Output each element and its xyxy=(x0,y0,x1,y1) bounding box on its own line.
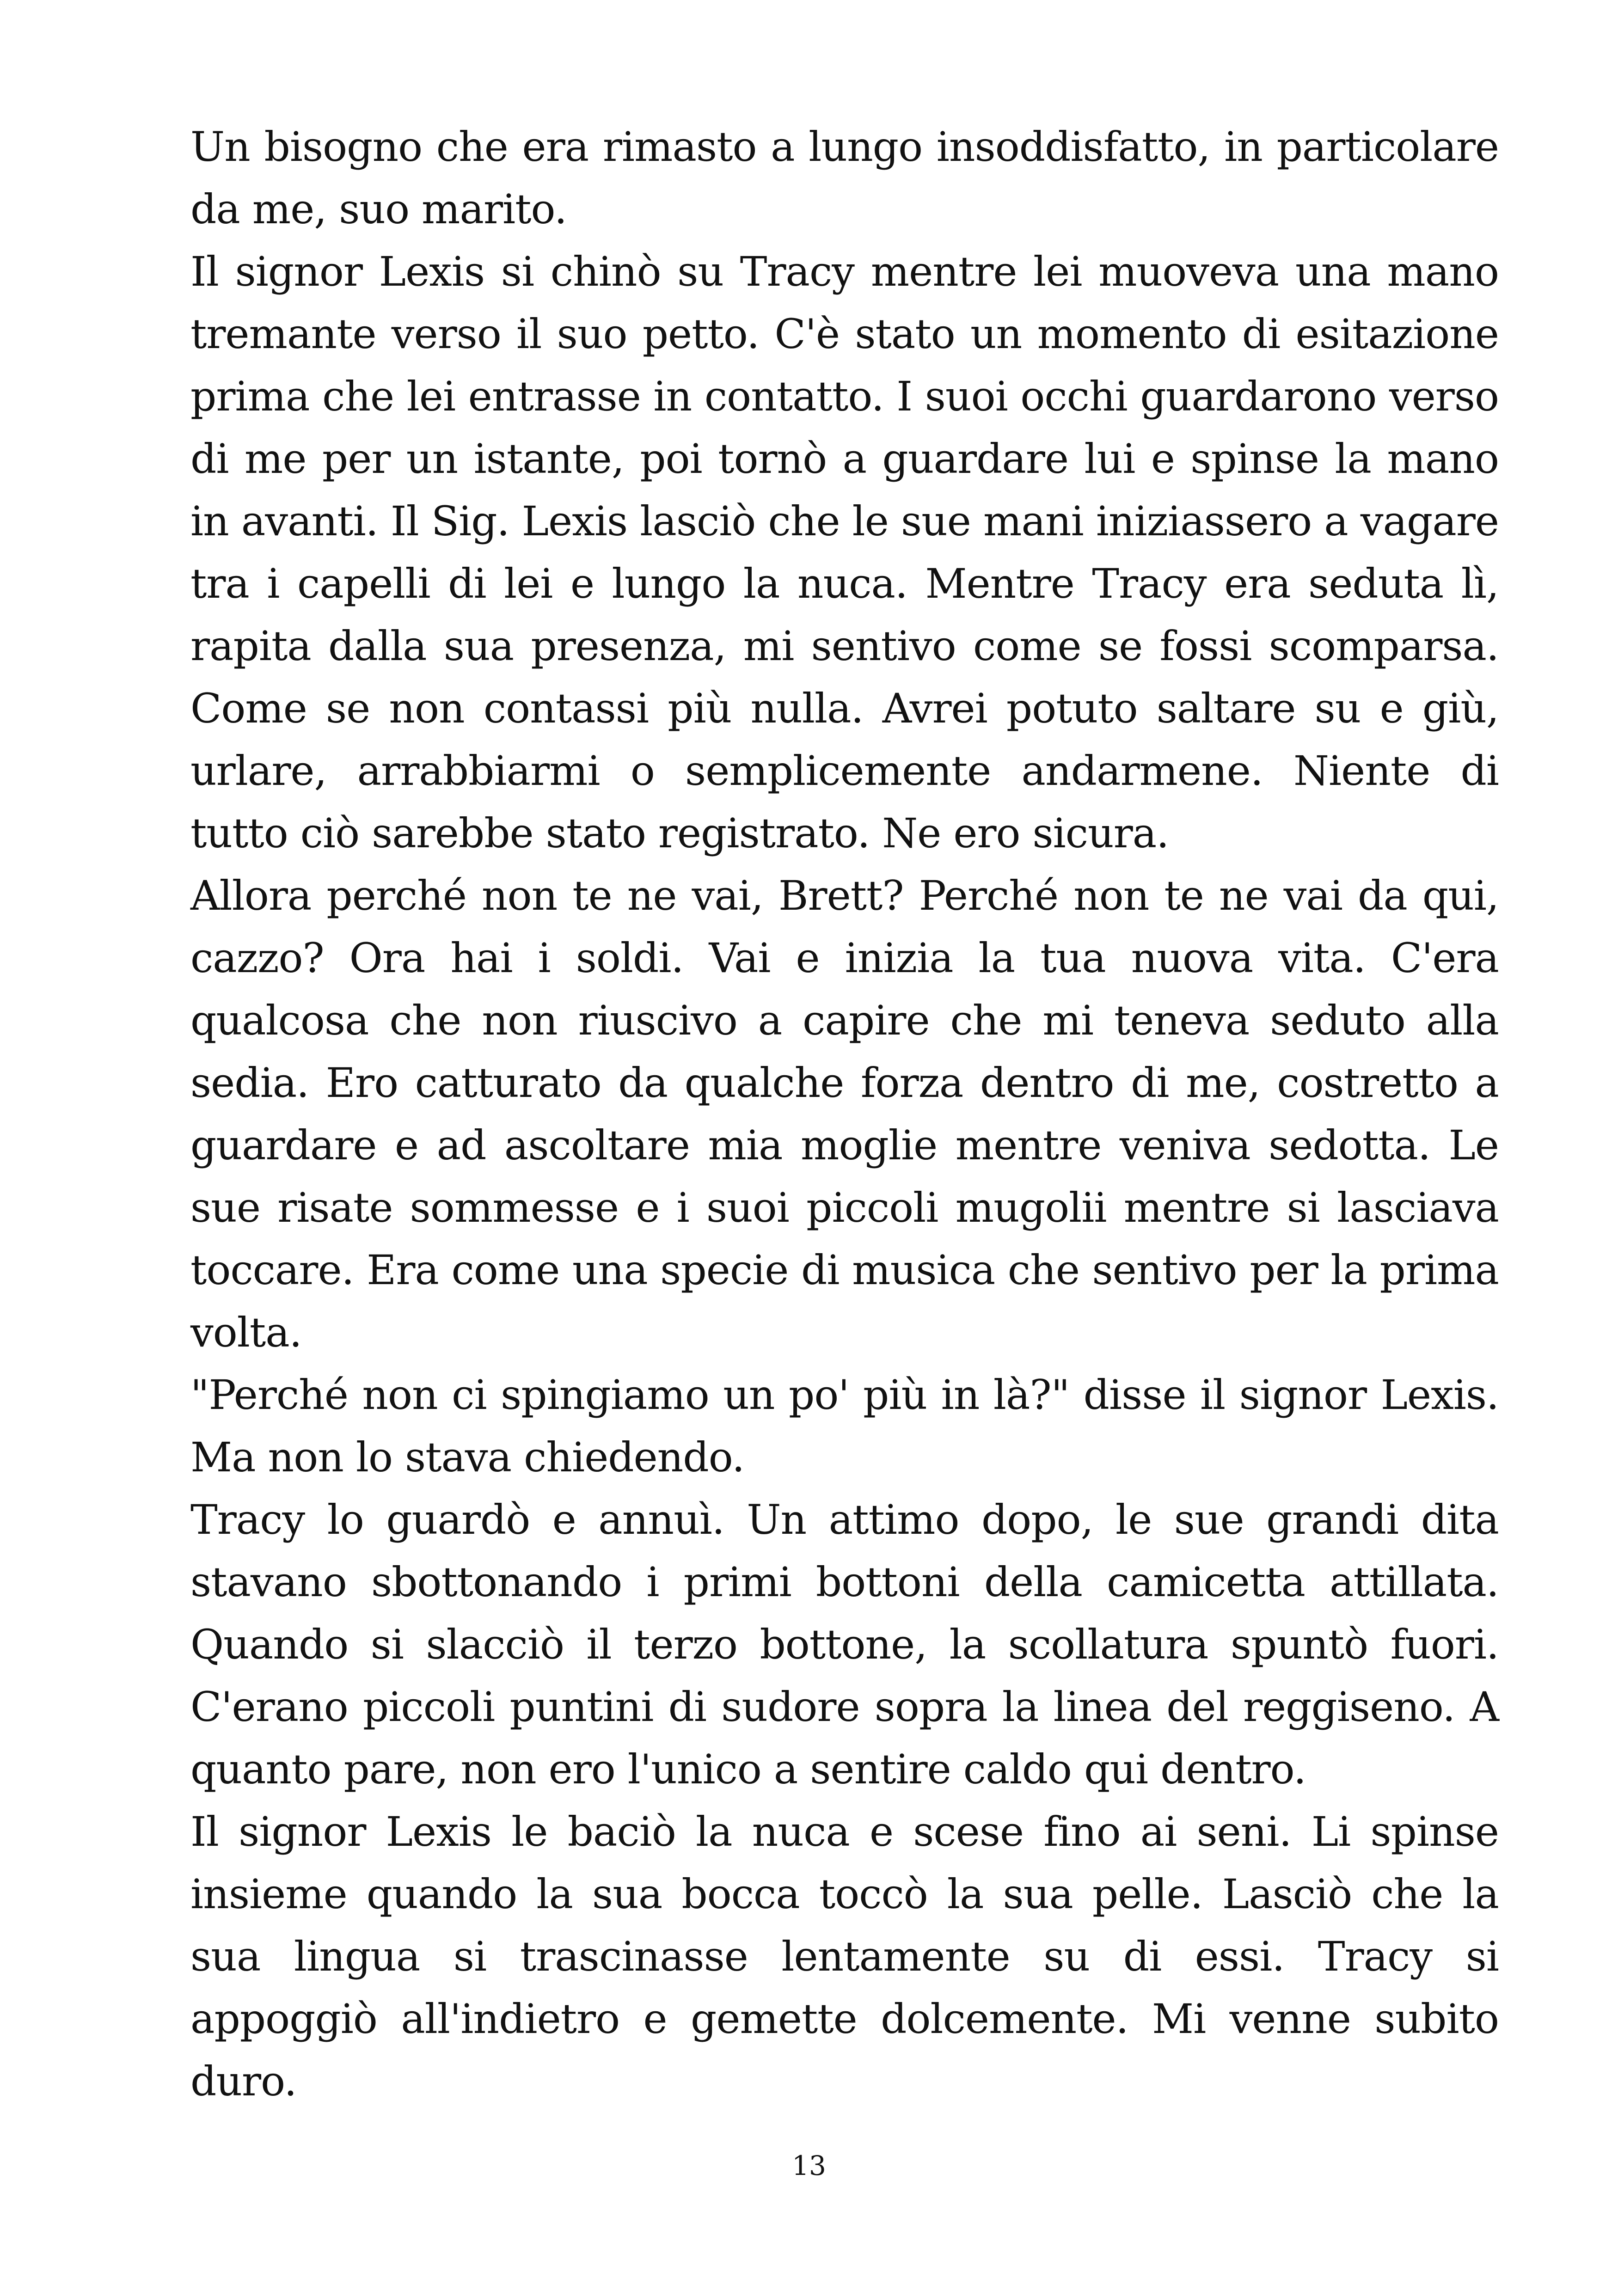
paragraph: Allora perché non te ne vai, Brett? Perché non te ne vai da qui, cazzo? Ora hai i soldi. Vai e inizia la tua nuova vita. C'era qualcosa che non riuscivo a capire che mi teneva seduto alla sedia. Ero catturato da qualche forza dentro di me, costretto a guardare e ad ascoltare mia moglie mentre veniva sedotta. Le sue risate sommesse e i suoi piccoli mugolii mentre si lasciava toccare. Era come una specie di musica che sentivo per la prima volta. xyxy=(190,872,1499,1356)
body-text xyxy=(190,116,1499,2112)
paragraph: "Perché non ci spingiamo un po' più in là?" disse il signor Lexis. Ma non lo stava chiedendo. xyxy=(190,1371,1499,1481)
paragraph: Un bisogno che era rimasto a lungo insoddisfatto, in particolare da me, suo marito. xyxy=(190,123,1499,233)
page-number: 13 xyxy=(792,2150,826,2181)
paragraph: Il signor Lexis si chinò su Tracy mentre lei muoveva una mano tremante verso il suo petto. C'è stato un momento di esitazione prima che lei entrasse in contatto. I suoi occhi guardarono verso di me per un istante, poi tornò a guardare lui e spinse la mano in avanti. Il Sig. Lexis lasciò che le sue mani iniziassero a vagare tra i capelli di lei e lungo la nuca. Mentre Tracy era seduta lì, rapita dalla sua presenza, mi sentivo come se fossi scomparsa. Come se non contassi più nulla. Avrei potuto saltare su e giù, urlare, arrabbiarmi o semplicemente andarmene. Niente di tutto ciò sarebbe stato registrato. Ne ero sicura. xyxy=(190,248,1499,857)
paragraph: Tracy lo guardò e annuì. Un attimo dopo, le sue grandi dita stavano sbottonando i primi bottoni della camicetta attillata. Quando si slacciò il terzo bottone, la scollatura spuntò fuori. C'erano piccoli puntini di sudore sopra la linea del reggiseno. A quanto pare, non ero l'unico a sentire caldo qui dentro. xyxy=(190,1496,1499,1793)
paragraph: Il signor Lexis le baciò la nuca e scese fino ai seni. Li spinse insieme quando la sua bocca toccò la sua pelle. Lasciò che la sua lingua si trascinasse lentamente su di essi. Tracy si appoggiò all'indietro e gemette dolcemente. Mi venne subito duro. xyxy=(190,1808,1499,2105)
